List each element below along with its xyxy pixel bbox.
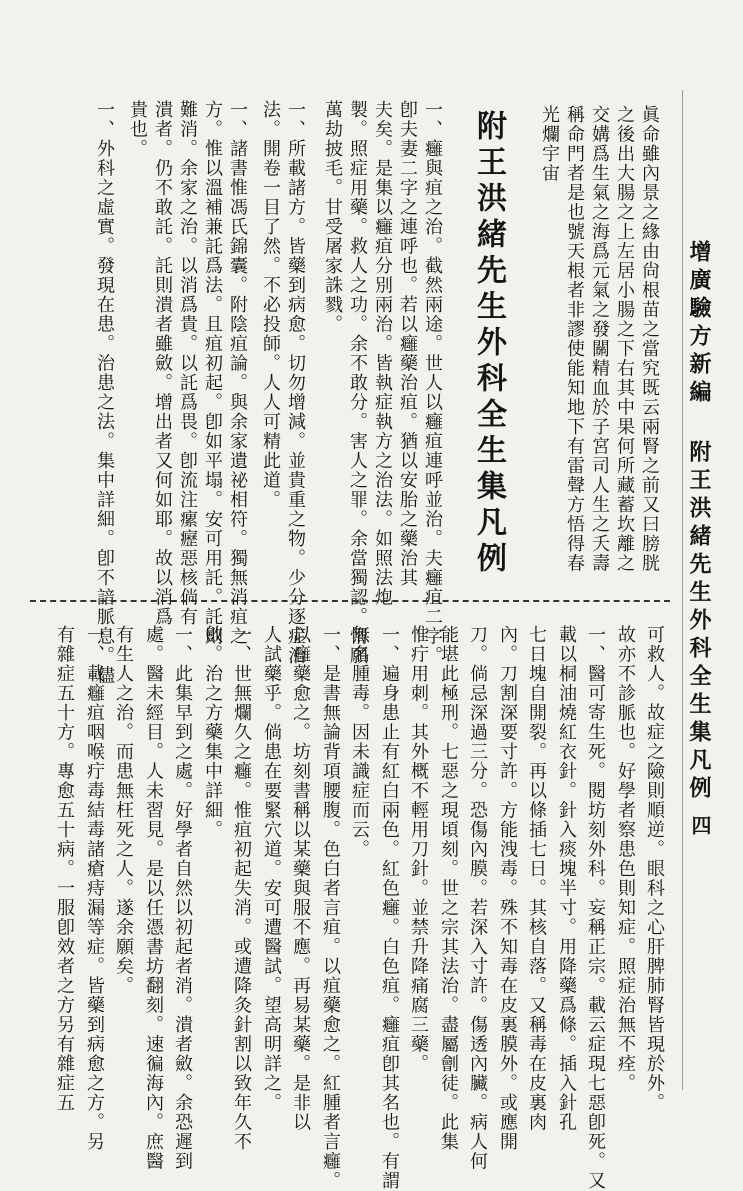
text-column: 一、所載諸方。皆藥到病愈。切勿增減。並貴重之物。少分逐症治 <box>285 100 306 666</box>
text-column: 斂。治之方藥集中詳細。 <box>202 625 223 840</box>
text-column: 無名腫毒。因未識症而云。 <box>349 625 370 859</box>
page-number: 四 <box>688 815 712 835</box>
text-column: 以癰藥愈之。坊刻書稱以某藥與服不應。再易某藥。是非以 <box>290 625 311 1132</box>
text-column: 一、世無爛久之癰。惟疽初起失消。或遭降灸針割以致年久不 <box>231 625 252 1152</box>
text-column: 一、諸書惟馮氏錦囊。附陰疽論。與余家遺祕相符。獨無消疽之 <box>227 100 248 646</box>
text-column: 有生人之治。而患無枉死之人。遂余願矣。 <box>113 625 134 996</box>
text-column: 可救人。故症之險則順逆。眼科之心肝脾肺腎皆現於外。 <box>644 625 665 1113</box>
text-column: 稱命門者是也號天根者非謬使能知地下有雷聲方悟得春 <box>564 105 585 573</box>
text-column: 載以桐油燒紅衣針。針入痰塊半寸。用降藥爲條。插入針孔 <box>556 625 577 1132</box>
margin-rule <box>682 90 683 1090</box>
text-column: 貴也。 <box>127 100 148 159</box>
text-column: 光爛宇宙 <box>539 105 560 183</box>
text-column: 眞命雖內景之緣由尙根苗之當究既云兩腎之前又曰膀胱 <box>639 105 660 573</box>
text-column: 卽夫妻二字之連呼也。若以癰藥治疽。猶以安胎之藥治其 <box>397 100 418 588</box>
text-column: 能堪此極刑。七惡之現頃刻。世之宗其法治。盡屬劊徒。此集 <box>438 625 459 1152</box>
text-column: 一、是書無論背項腰腹。色白者言疽。以疽藥愈之。紅腫者言癰。 <box>320 625 341 1191</box>
text-column: 一、醫可寄生死。閱坊刻外科。妄稱正宗。載云症現七惡卽死。又 <box>585 625 606 1191</box>
section-title: 附王洪緒先生外科全生集凡例 <box>471 110 506 578</box>
text-column: 潰者。仍不敢託。託則潰者雖斂。增出者又何如耶。故以消爲 <box>152 100 173 627</box>
text-column: 處。醫未經目。人未習見。是以任憑書坊翻刻。速徧海內。庶醫 <box>143 625 164 1171</box>
running-head-title: 增廣驗方新編 附王洪緒先生外科全生集凡例 <box>686 240 712 804</box>
text-column: 內。刀割深要寸許。方能洩毒。殊不知毒在皮裏膜外。或應開 <box>497 625 518 1152</box>
text-column: 交媾爲生氣之海爲元氣之發關精血於子宮司人生之夭壽 <box>589 105 610 573</box>
text-column: 一、癰與疽之治。截然兩途。世人以癰疽連呼並治。夫癰疽二字。 <box>422 100 443 666</box>
section-divider <box>30 600 670 612</box>
text-column: 方。惟以溫補兼託爲法。且疽初起。卽如平塌。安可用託。託則 <box>202 100 223 646</box>
text-column: 法。開卷一目了然。不必投師。人人可精此道。 <box>260 100 281 510</box>
text-column: 人試藥乎。倘患在要緊穴道。安可遭醫試。望高明詳之。 <box>261 625 282 1113</box>
text-column: 有雜症五十方。專愈五十病。一服卽效者之方另有雜症五 <box>54 625 75 1113</box>
text-column: 一、外科之虛實。發現在患。治患之法。集中詳細。卽不諳脈息。儘 <box>94 100 115 685</box>
text-column: 故亦不診脈也。好學者察患色則知症。照症治無不痊。 <box>615 625 636 1093</box>
text-column: 刀。倘忌深過三分。恐傷內膜。若深入寸許。傷透內臟。病人何 <box>467 625 488 1171</box>
text-column: 一、此集早到之處。好學者自然以初起者消。潰者斂。余恐遲到 <box>172 625 193 1171</box>
text-column: 一、遍身患止有紅白兩色。紅色癰。白色疽。癰疽卽其名也。有謂 <box>379 625 400 1191</box>
text-column: 萬劫披毛。甘受屠家誅戮。 <box>322 100 343 334</box>
text-column: 之後出大腸之上左居小腸之下右其中果何所藏蓄坎離之 <box>614 105 635 573</box>
text-column: 難消。余家之治。以消爲貴。以託爲畏。卽流注瘰癧惡核倘有 <box>177 100 198 627</box>
text-column: 夫矣。是集以癰疽分別兩治。皆執症執方之治法。如照法炮 <box>372 100 393 607</box>
text-column: 製。照症用藥。救人之功。余不敢分。害人之罪。余當獨認。惰願 <box>347 100 368 666</box>
text-column: 一、載癰疽咽喉疔毒結毒諸瘡痔漏等症。皆藥到病愈之方。另 <box>84 625 105 1152</box>
text-column: 惟疔用刺。其外概不輕用刀針。並禁升降痛腐三藥。 <box>408 625 429 1074</box>
text-column: 七日塊自開裂。再以條插七日。其核自落。又稱毒在皮裏肉 <box>526 625 547 1132</box>
